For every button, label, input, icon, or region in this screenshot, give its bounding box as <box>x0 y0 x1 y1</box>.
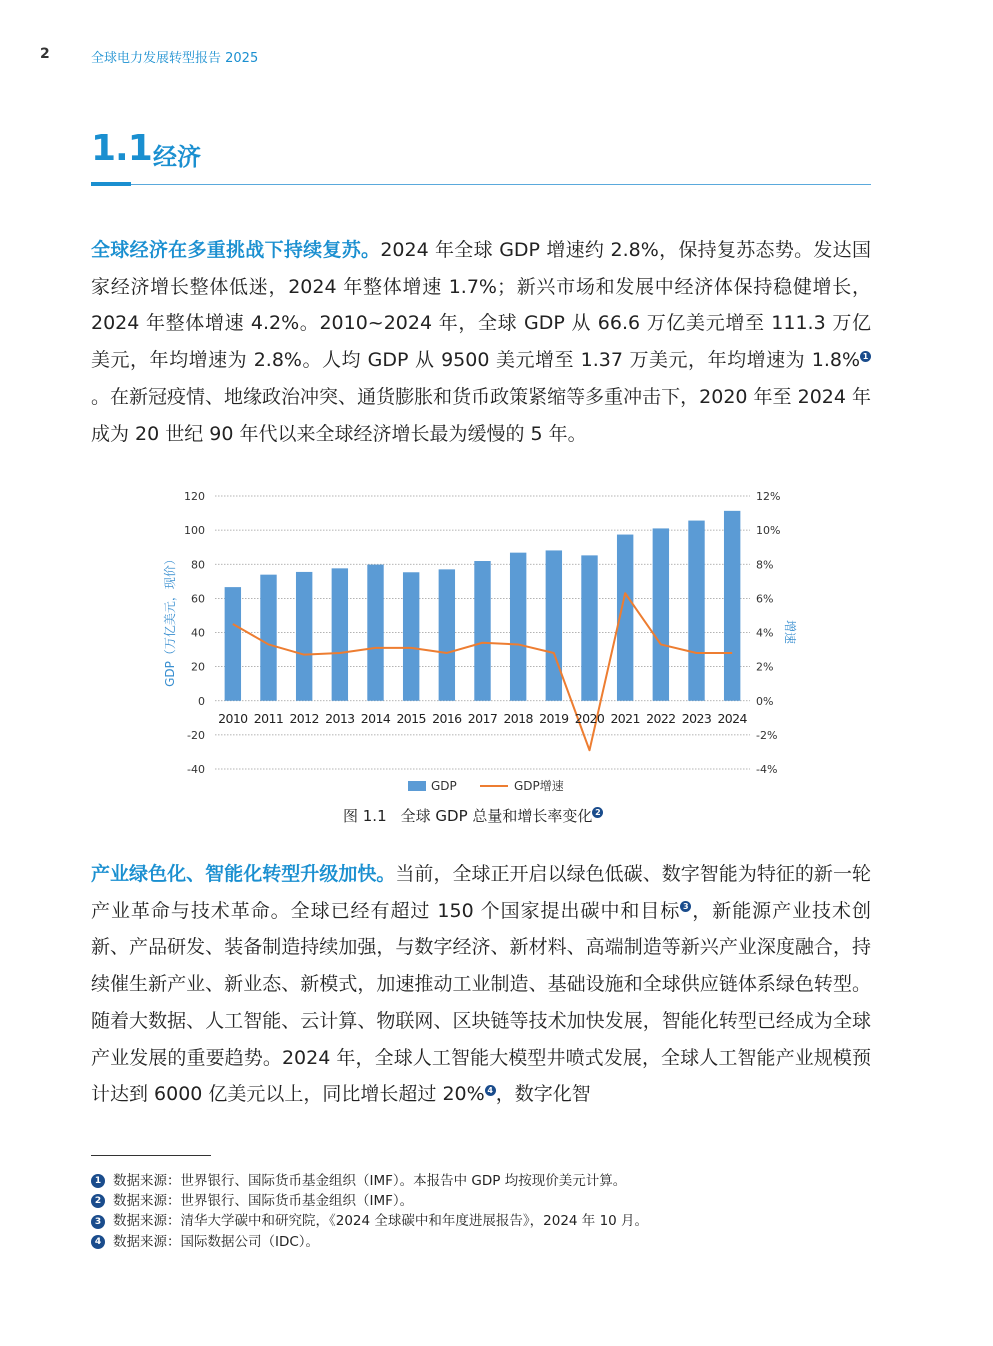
bar-gdp <box>260 575 276 701</box>
report-title: 全球电力发展转型报告 2025 <box>91 51 259 66</box>
x-tick-label: 2019 <box>539 710 569 726</box>
section-divider <box>91 184 871 185</box>
footnote-divider <box>91 1155 211 1156</box>
x-tick-label: 2015 <box>396 710 426 726</box>
y2-tick-label: 6% <box>756 592 774 606</box>
x-tick-label: 2014 <box>360 710 391 726</box>
x-tick-label: 2017 <box>467 710 498 726</box>
figure-caption <box>343 805 603 826</box>
chart-legend <box>408 778 564 793</box>
bar-gdp <box>403 572 419 700</box>
footnote-text: 数据来源：世界银行、国际货币基金组织（IMF）。 <box>113 1193 414 1210</box>
footnote-mark: 2 <box>91 1194 105 1208</box>
bar-gdp <box>225 587 241 701</box>
x-tick-label: 2024 <box>717 710 747 726</box>
section-number: 1.1 <box>91 128 152 169</box>
y2-tick-label: -2% <box>756 728 778 742</box>
y2-axis-label: 增速 <box>783 619 797 645</box>
y-tick-label: -40 <box>187 763 205 776</box>
bar-gdp <box>296 572 312 701</box>
paragraph-text: 当前，全球正开启以绿色低碳、数字智能为特征的新一轮产业革命与技术革命。全球已经有超过 150 个国家提出碳中和目标 <box>91 863 871 922</box>
paragraph-text: 。在新冠疫情、地缘政治冲突、通货膨胀和货币政策紧缩等多重冲击下，2020 年至 2024 年成为 20 世纪 90 年代以来全球经济增长最为缓慢的 5 年。 <box>91 385 871 445</box>
y-tick-label: 80 <box>191 558 205 572</box>
section-divider-accent <box>91 182 131 186</box>
x-tick-label: 2021 <box>610 710 640 726</box>
footnote-mark: 4 <box>91 1235 105 1249</box>
y2-tick-label: 10% <box>756 524 781 538</box>
footnote-ref-1[interactable]: 1 <box>860 351 871 362</box>
paragraph-text: 2024 年全球 GDP 增速约 2.8%，保持复苏态势。发达国家经济增长整体低迷，2024 年整体增速 1.7%；新兴市场和发展中经济体保持稳健增长，2024 年整体增速 4.2%。2010~2024 年，全球 GDP 从 66.6 万亿美元增至 111.3 万亿美元，年均增速为 2.8%。人均 GDP 从 9500 美元增至 1.37 万美元，年均增速为 1.8% <box>91 239 871 372</box>
footnote-ref-2[interactable]: 2 <box>592 807 603 818</box>
x-tick-label: 2010 <box>218 710 248 726</box>
x-tick-label: 2011 <box>253 710 284 726</box>
y-tick-label: 0 <box>198 694 205 708</box>
paragraph-economy <box>91 232 871 452</box>
legend-gdp-label: GDP <box>431 779 457 793</box>
bar-gdp <box>688 521 704 701</box>
y2-tick-label: 8% <box>756 558 774 572</box>
footnote-text: 数据来源：世界银行、国际货币基金组织（IMF）。本报告中 GDP 均按现价美元计算。 <box>113 1173 627 1189</box>
footnote-item <box>91 1232 648 1252</box>
y2-tick-label: 2% <box>756 660 774 674</box>
x-tick-label: 2020 <box>574 710 605 726</box>
bar-gdp <box>724 511 740 701</box>
figure-number: 图 1.1 <box>343 807 387 825</box>
y-tick-label: 40 <box>191 626 205 640</box>
footnote-mark: 3 <box>91 1215 105 1229</box>
legend-growth-label: GDP增速 <box>514 779 564 793</box>
footnote-ref-3[interactable]: 3 <box>680 901 691 912</box>
paragraph-lead: 产业绿色化、智能化转型升级加快。 <box>91 863 396 885</box>
x-tick-label: 2018 <box>503 710 533 726</box>
y-tick-label: -20 <box>187 728 205 742</box>
paragraph-text: ，数字化智 <box>495 1083 591 1106</box>
bar-gdp <box>510 553 526 701</box>
footnote-mark: 1 <box>91 1174 105 1188</box>
y-tick-label: 20 <box>191 660 205 674</box>
bar-gdp <box>546 550 562 700</box>
footnote-item <box>91 1191 648 1211</box>
footnote-item <box>91 1171 648 1191</box>
figure-title: 全球 GDP 总量和增长率变化 <box>400 807 593 825</box>
y2-tick-label: 12% <box>756 490 781 503</box>
bar-gdp <box>653 528 669 700</box>
x-tick-label: 2023 <box>681 710 712 726</box>
y-tick-label: 120 <box>184 490 205 503</box>
footnote-ref-4[interactable]: 4 <box>485 1085 496 1096</box>
y2-tick-label: 4% <box>756 626 774 640</box>
bar-gdp <box>581 555 597 700</box>
page-number: 2 <box>40 46 50 62</box>
footnote-list <box>91 1171 648 1252</box>
y-axis-label: GDP（万亿美元，现价） <box>163 553 177 687</box>
legend-gdp-swatch <box>408 781 426 791</box>
footnote-item <box>91 1211 648 1231</box>
bar-gdp <box>332 568 348 700</box>
paragraph-industry <box>91 856 871 1113</box>
footnote-text: 数据来源：国际数据公司（IDC）。 <box>113 1233 320 1250</box>
y-tick-label: 100 <box>184 524 205 538</box>
y-tick-label: 60 <box>191 592 205 606</box>
gdp-chart <box>150 480 800 805</box>
paragraph-lead: 全球经济在多重挑战下持续复苏。 <box>91 239 381 261</box>
footnote-text: 数据来源：清华大学碳中和研究院，《2024 全球碳中和年度进展报告》，2024 年 10 月。 <box>113 1213 649 1230</box>
bar-gdp <box>474 561 490 701</box>
y2-tick-label: -4% <box>756 763 778 776</box>
x-tick-label: 2022 <box>646 710 676 726</box>
bar-gdp <box>439 569 455 700</box>
paragraph-text: ，新能源产业技术创新、产品研发、装备制造持续加强，与数字经济、新材料、高端制造等新兴产业深度融合，持续催生新产业、新业态、新模式，加速推动工业制造、基础设施和全球供应链体系绿色转型。随着大数据、人工智能、云计算、物联网、区块链等技术加快发展，智能化转型已经成为全球产业发展的重要趋势。2024 年，全球人工智能大模型井喷式发展，全球人工智能产业规模预计达到 6000 亿美元以上，同比增长超过 20% <box>91 899 871 1106</box>
y2-tick-label: 0% <box>756 694 774 708</box>
x-tick-label: 2016 <box>432 710 462 726</box>
x-tick-label: 2013 <box>325 710 355 726</box>
section-title: 经济 <box>153 143 201 171</box>
x-tick-label: 2012 <box>289 710 319 726</box>
bar-gdp <box>367 565 383 701</box>
